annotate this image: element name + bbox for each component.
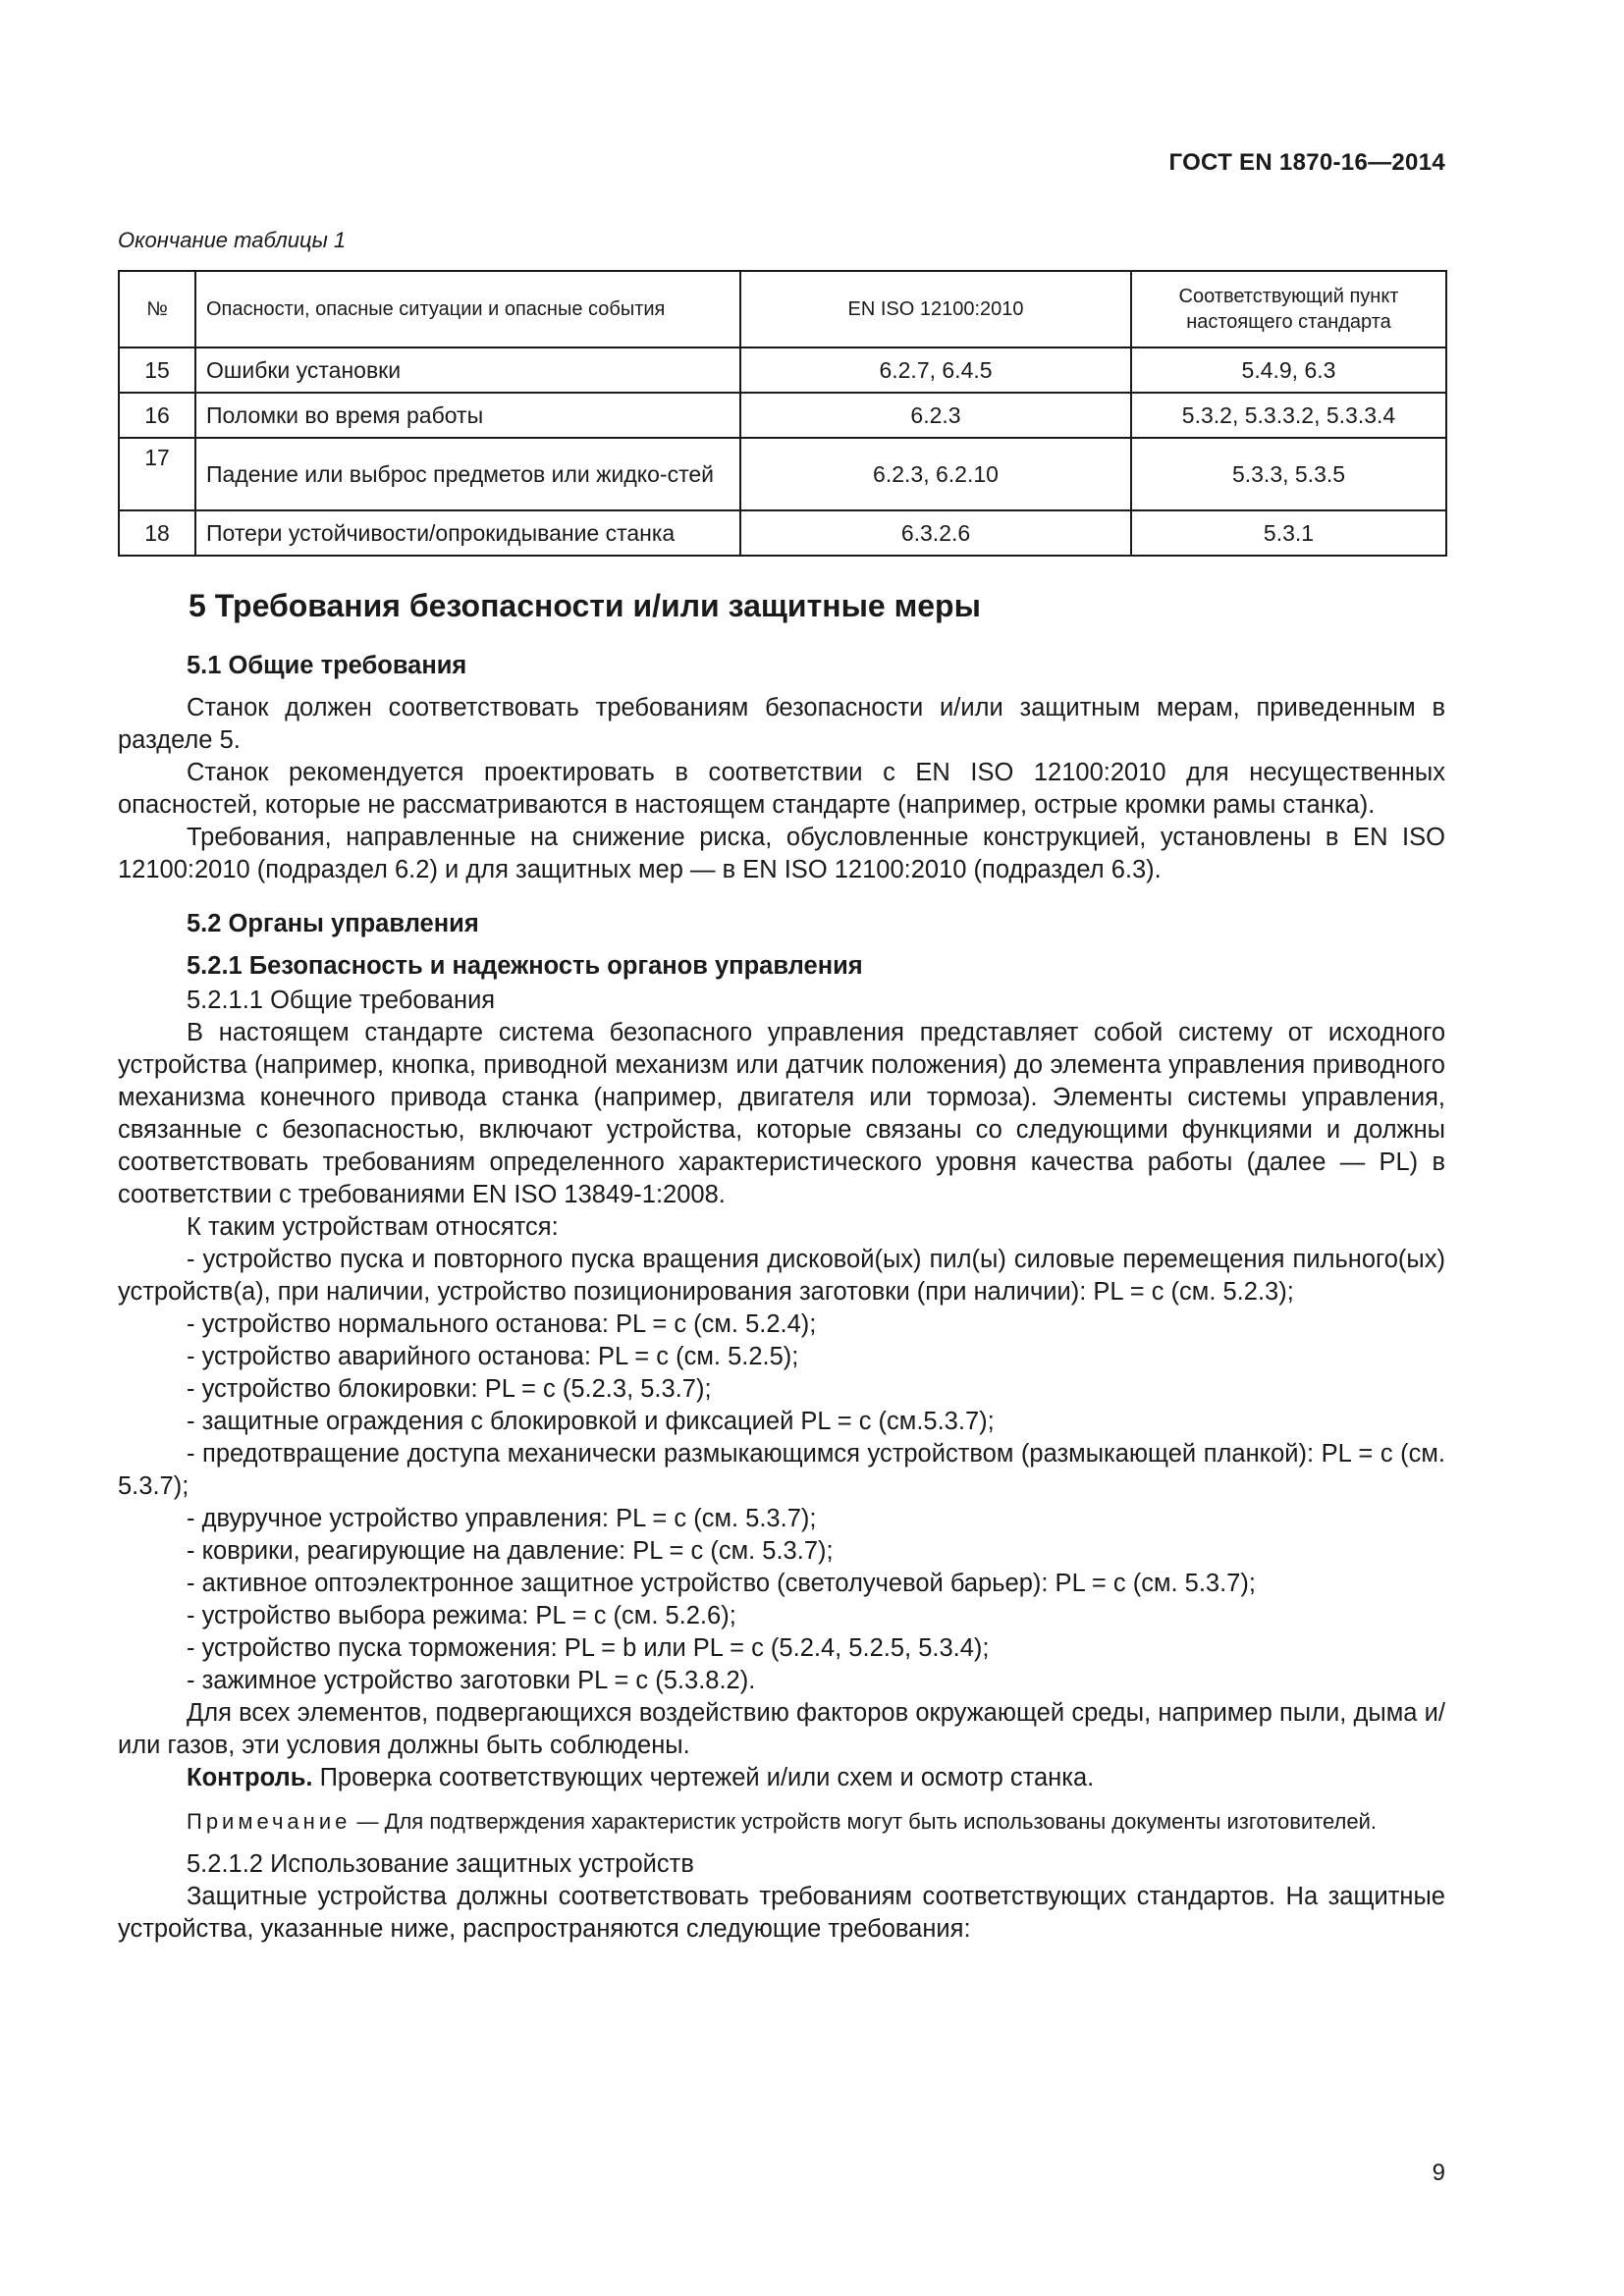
row-hazard: Падение или выброс предметов или жидко-стей [195, 438, 740, 510]
list-item: - активное оптоэлектронное защитное устройство (светолучевой барьер): PL = c (см. 5.3.7); [187, 1570, 1256, 1597]
row-iso: 6.3.2.6 [740, 510, 1131, 556]
column-header-hazards: Опасности, опасные ситуации и опасные события [195, 271, 740, 347]
row-number: 16 [119, 393, 195, 438]
table-row [119, 393, 1446, 438]
paragraph: Требования, направленные на снижение риска, обусловленные конструкцией, установлены в EN ISO 12100:2010 (подраздел 6.2) и для защитных мер — в EN ISO 12100:2010 (подраздел 6.3). [118, 824, 1445, 883]
row-number: 18 [119, 510, 195, 556]
list-item: - устройство выбора режима: PL = c (см. 5.2.6); [187, 1602, 736, 1629]
list-intro: К таким устройствам относятся: [187, 1213, 559, 1241]
section-5-2-1-2-title: 5.2.1.2 Использование защитных устройств [187, 1850, 694, 1878]
table-row [119, 438, 1446, 510]
list-item: - коврики, реагирующие на давление: PL = c (см. 5.3.7); [187, 1537, 834, 1565]
section-5-2-1-1-title: 5.2.1.1 Общие требования [187, 987, 496, 1014]
paragraph: Станок должен соответствовать требованиям безопасности и/или защитным мерам, приведенным в разделе 5. [118, 694, 1445, 754]
control-text: Проверка соответствующих чертежей и/или схем и осмотр станка. [312, 1764, 1095, 1791]
control-label: Контроль. [187, 1764, 313, 1791]
list-item: - устройство пуска торможения: PL = b или PL = c (5.2.4, 5.2.5, 5.3.4); [187, 1634, 990, 1662]
row-clause: 5.3.1 [1131, 510, 1446, 556]
row-iso: 6.2.3, 6.2.10 [740, 438, 1131, 510]
paragraph: Станок рекомендуется проектировать в соответствии с EN ISO 12100:2010 для несущественных опасностей, которые не рассматриваются в настоящем стандарте (например, острые кромки рамы станка). [118, 759, 1445, 819]
row-hazard: Потери устойчивости/опрокидывание станка [195, 510, 740, 556]
section-5-2-1-title: 5.2.1 Безопасность и надежность органов управления [187, 952, 863, 980]
paragraph: Для всех элементов, подвергающихся воздействию факторов окружающей среды, например пыли, дыма и/или газов, эти условия должны быть соблюдены. [118, 1699, 1445, 1759]
hazards-table [118, 270, 1447, 557]
row-clause: 5.4.9, 6.3 [1131, 347, 1446, 393]
row-iso: 6.2.3 [740, 393, 1131, 438]
section-5-2-title: 5.2 Органы управления [187, 910, 479, 937]
table-header-row [119, 271, 1446, 347]
section-5-title: 5 Требования безопасности и/или защитные меры [189, 588, 981, 623]
paragraph: Защитные устройства должны соответствовать требованиям соответствующих стандартов. На защитные устройства, указанные ниже, распространяются следующие требования: [118, 1883, 1445, 1943]
row-clause: 5.3.3, 5.3.5 [1131, 438, 1446, 510]
column-header-number: № [119, 271, 195, 347]
table-row [119, 347, 1446, 393]
table-row [119, 510, 1446, 556]
column-header-iso: EN ISO 12100:2010 [740, 271, 1131, 347]
row-clause: 5.3.2, 5.3.3.2, 5.3.3.4 [1131, 393, 1446, 438]
list-item: - устройство блокировки: PL = c (5.2.3, 5.3.7); [187, 1375, 712, 1403]
row-hazard: Ошибки установки [195, 347, 740, 393]
row-iso: 6.2.7, 6.4.5 [740, 347, 1131, 393]
table-caption: Окончание таблицы 1 [118, 228, 347, 252]
document-body [118, 587, 1445, 1946]
standard-header: ГОСТ EN 1870-16—2014 [1168, 149, 1445, 176]
note-text: — Для подтверждения характеристик устройств могут быть использованы документы изготовителей. [351, 1809, 1377, 1834]
note-label: Примечание [187, 1809, 352, 1834]
column-header-clause: Соответствующий пункт настоящего стандарта [1131, 271, 1446, 347]
list-item: - зажимное устройство заготовки PL = c (5.3.8.2). [187, 1667, 756, 1694]
list-item: - предотвращение доступа механически размыкающимся устройством (размыкающей планкой): PL = c (см. 5.3.7); [118, 1440, 1445, 1500]
row-number: 17 [119, 438, 195, 510]
list-item: - устройство пуска и повторного пуска вращения дисковой(ых) пил(ы) силовые перемещения пильного(ых) устройств(а), при наличии, устройство позиционирования заготовки (при наличии): PL = c (см. 5.2.3); [118, 1246, 1445, 1306]
list-item: - защитные ограждения с блокировкой и фиксацией PL = c (см.5.3.7); [187, 1408, 995, 1435]
list-item: - устройство нормального останова: PL = c (см. 5.2.4); [187, 1310, 817, 1338]
row-number: 15 [119, 347, 195, 393]
list-item: - устройство аварийного останова: PL = c (см. 5.2.5); [187, 1343, 799, 1370]
list-item: - двуручное устройство управления: PL = c (см. 5.3.7); [187, 1505, 817, 1532]
section-5-1-title: 5.1 Общие требования [187, 652, 467, 679]
control-paragraph [118, 1762, 1445, 1794]
note [118, 1806, 1445, 1837]
page-number: 9 [1432, 2160, 1445, 2186]
row-hazard: Поломки во время работы [195, 393, 740, 438]
paragraph: В настоящем стандарте система безопасного управления представляет собой систему от исходного устройства (например, кнопка, приводной механизм или датчик положения) до элемента управления приводного механизма конечного привода станка (например, двигателя или тормоза). Элементы системы управления, связанные с безопасностью, включают устройства, которые связаны со следующими функциями и должны соответствовать требованиям определенного характеристического уровня качества работы (далее — PL) в соответствии с требованиями EN ISO 13849-1:2008. [118, 1019, 1445, 1208]
